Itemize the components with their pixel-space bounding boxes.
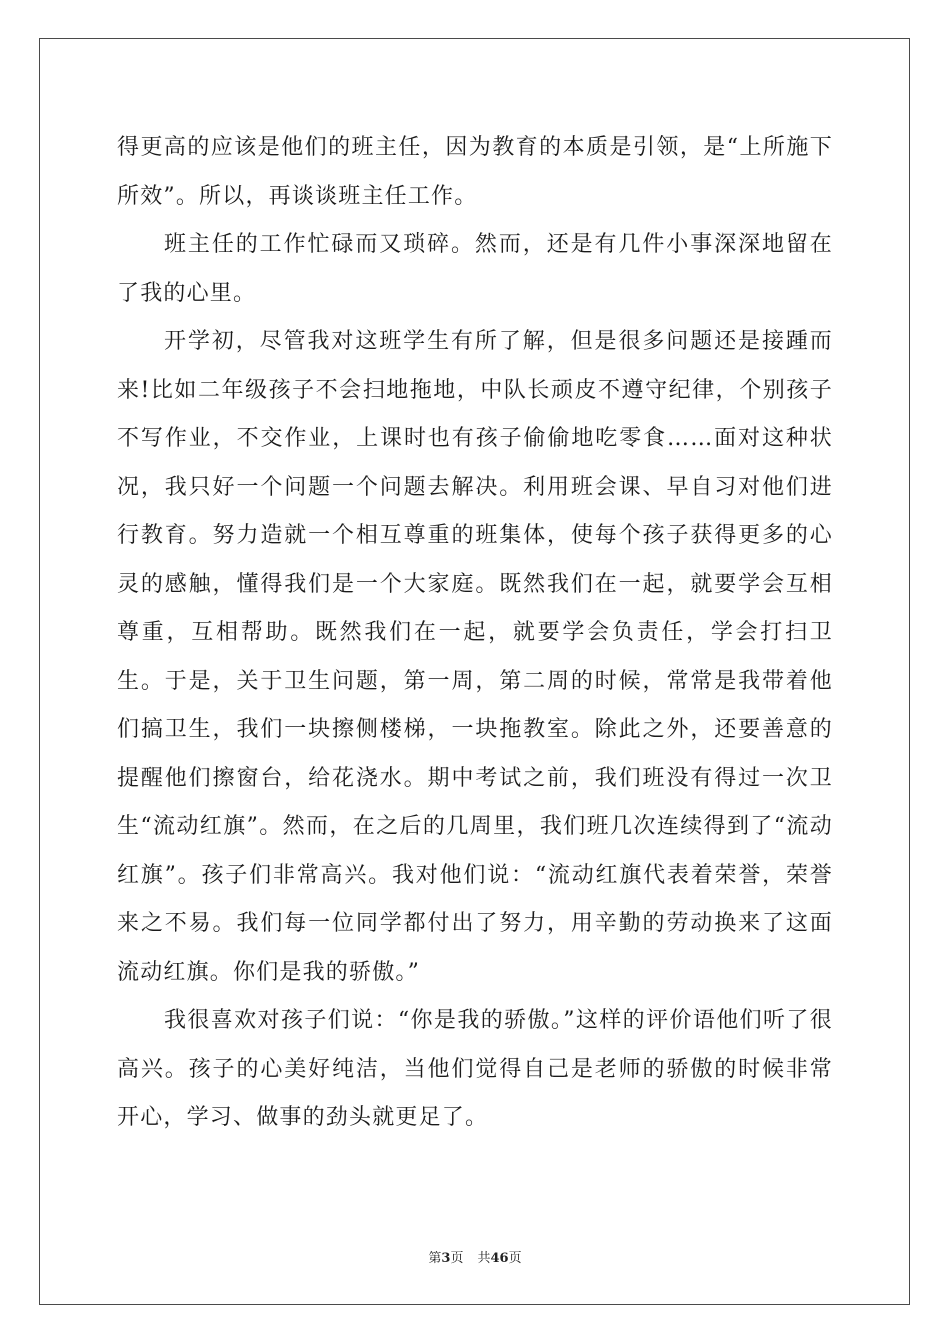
total-label-suffix: 页: [508, 1251, 522, 1266]
paragraph: 开学初，尽管我对这班学生有所了解，但是很多问题还是接踵而来!比如二年级孩子不会扫地拖地，中队长顽皮不遵守纪律，个别孩子不写作业，不交作业，上课时也有孩子偷偷地吃零食……面对这种状况，我只好一个问题一个问题去解决。利用班会课、早自习对他们进行教育。努力造就一个相互尊重的班集体，使每个孩子获得更多的心灵的感触，懂得我们是一个大家庭。既然我们在一起，就要学会互相尊重，互相帮助。既然我们在一起，就要学会负责任，学会打扫卫生。于是，关于卫生问题，第一周，第二周的时候，常常是我带着他们搞卫生，我们一块擦侧楼梯，一块拖教室。除此之外，还要善意的提醒他们擦窗台，给花浇水。期中考试之前，我们班没有得过一次卫生“流动红旗”。然而，在之后的几周里，我们班几次连续得到了“流动红旗”。孩子们非常高兴。我对他们说：“流动红旗代表着荣誉，荣誉来之不易。我们每一位同学都付出了努力，用辛勤的劳动换来了这面流动红旗。你们是我的骄傲。”: [117, 329, 833, 985]
page-label-prefix: 第: [428, 1251, 442, 1266]
page-label-suffix: 页: [450, 1251, 464, 1266]
paragraph: 班主任的工作忙碌而又琐碎。然而，还是有几件小事深深地留在了我的心里。: [117, 232, 833, 306]
total-label-prefix: 共: [477, 1251, 491, 1266]
total-pages: 46: [490, 1251, 509, 1266]
page-footer: [0, 1247, 950, 1266]
paragraph: 得更高的应该是他们的班主任，因为教育的本质是引领，是“上所施下所效”。所以，再谈谈班主任工作。: [117, 135, 833, 209]
page-number: 3: [441, 1251, 451, 1266]
paragraph: 我很喜欢对孩子们说：“你是我的骄傲。”这样的评价语他们听了很高兴。孩子的心美好纯洁，当他们觉得自己是老师的骄傲的时候非常开心，学习、做事的劲头就更足了。: [117, 1008, 833, 1130]
document-body: [117, 124, 833, 1143]
